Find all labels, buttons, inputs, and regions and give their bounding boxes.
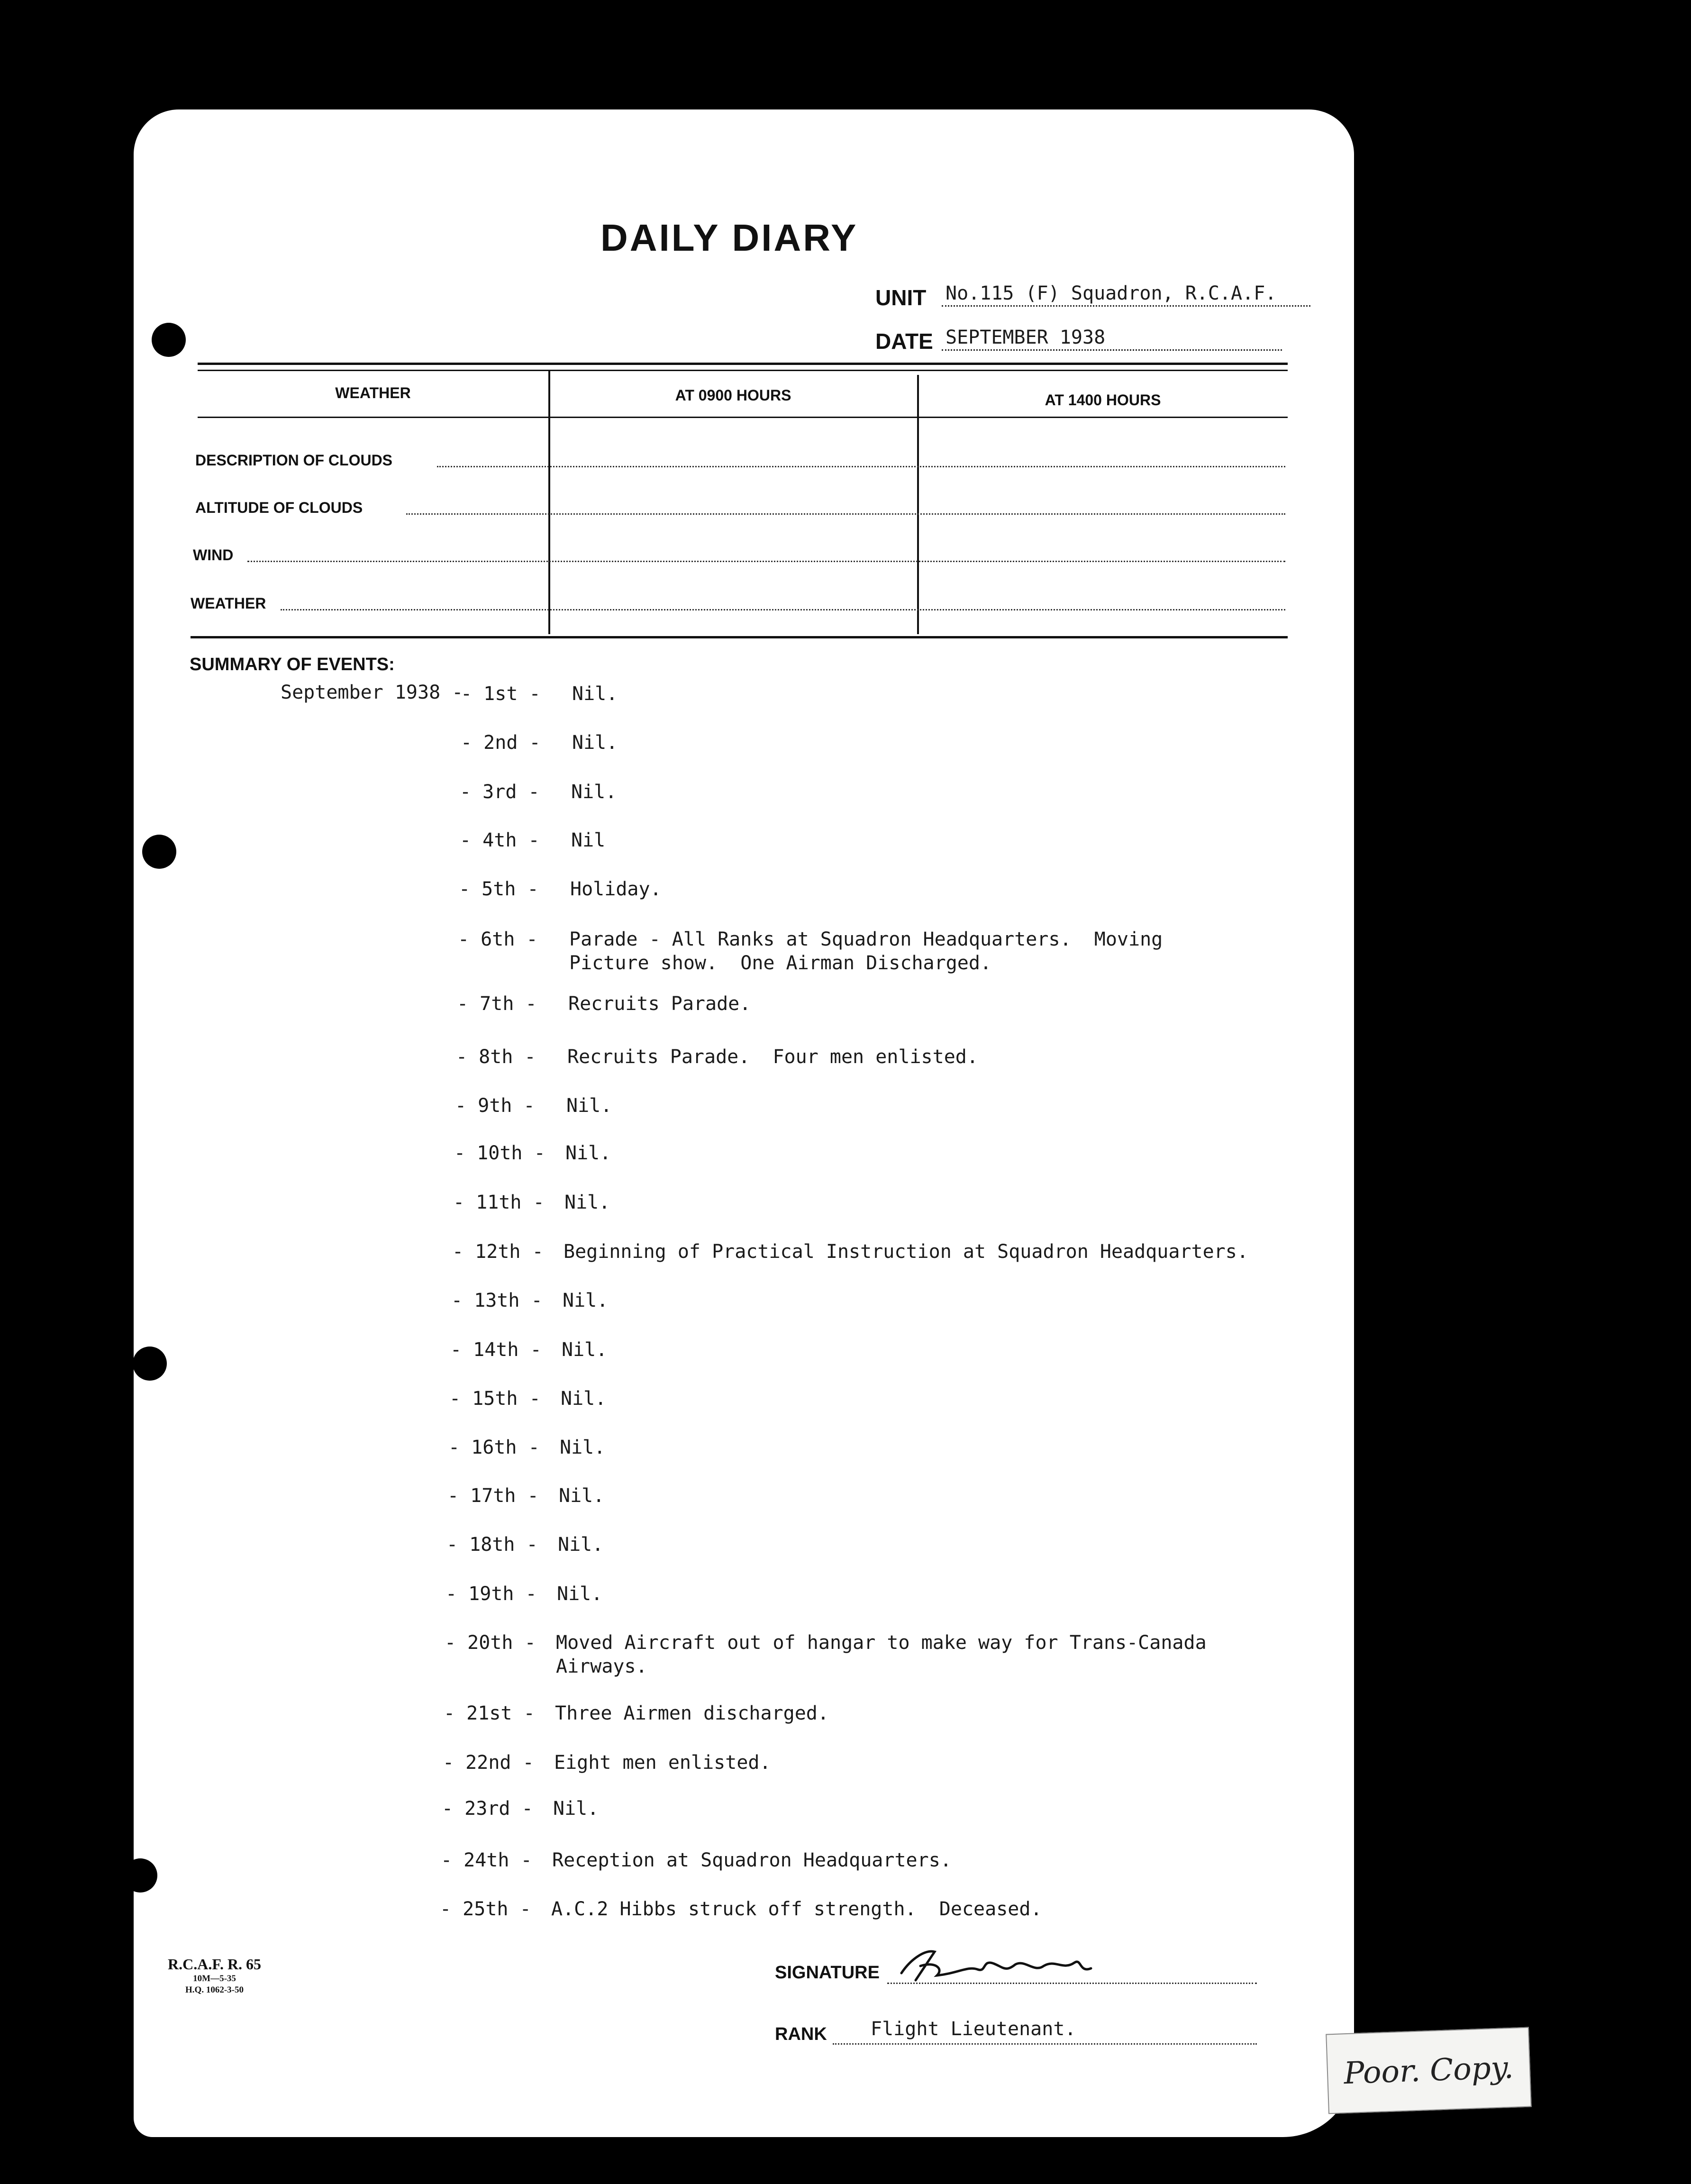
rank-value: Flight Lieutenant. — [871, 2018, 1076, 2040]
unit-label: UNIT — [875, 285, 927, 310]
binder-hole — [152, 323, 186, 357]
column-header-1400: AT 1400 HOURS — [1045, 391, 1161, 409]
event-day: - 18th - — [446, 1534, 538, 1556]
column-header-0900: AT 0900 HOURS — [675, 387, 791, 404]
event-text: Nil. — [563, 1290, 609, 1311]
binder-hole — [134, 1347, 167, 1381]
event-day: - 7th - — [457, 993, 537, 1015]
form-number-block — [168, 1956, 261, 1996]
signature-label: SIGNATURE — [775, 1963, 880, 1983]
event-day: - 14th - — [450, 1339, 542, 1361]
event-text: Recruits Parade. Four men enlisted. — [567, 1046, 978, 1068]
event-text: Recruits Parade. — [568, 993, 751, 1015]
dotted-line — [281, 609, 1285, 610]
row-label-altitude: ALTITUDE OF CLOUDS — [195, 499, 363, 516]
event-text: Nil. — [557, 1583, 603, 1605]
table-column-divider — [917, 375, 919, 634]
event-day: - 11th - — [453, 1192, 545, 1213]
date-value: SEPTEMBER 1938 — [942, 327, 1282, 351]
form-code: H.Q. 1062-3-50 — [185, 1985, 244, 1995]
event-day: - 4th - — [460, 829, 540, 851]
binder-hole — [134, 1858, 157, 1893]
event-text: Reception at Squadron Headquarters. — [552, 1849, 952, 1871]
event-day: - 10th - — [454, 1142, 545, 1164]
unit-value: No.115 (F) Squadron, R.C.A.F. — [942, 282, 1310, 307]
event-text: Parade - All Ranks at Squadron Headquarters. Moving Picture show. One Airman Discharged. — [569, 928, 1163, 974]
form-code: 10M—5-35 — [193, 1974, 236, 1984]
diary-page — [134, 109, 1354, 2137]
event-text: Nil. — [560, 1437, 606, 1458]
dotted-line — [247, 561, 1285, 562]
event-day: - 25th - — [440, 1898, 531, 1920]
row-label-weather: WEATHER — [191, 595, 266, 612]
event-day: - 1st - — [461, 683, 541, 705]
event-day: - 12th - — [452, 1241, 544, 1263]
event-text: Three Airmen discharged. — [555, 1702, 829, 1724]
event-day: - 21st - — [444, 1702, 535, 1724]
event-text: Nil — [571, 829, 606, 851]
dotted-line — [437, 466, 1285, 467]
table-top-rule — [198, 370, 1288, 371]
event-text: Nil. — [559, 1485, 605, 1507]
dotted-line — [406, 513, 1285, 515]
form-number: R.C.A.F. R. 65 — [168, 1956, 262, 1973]
binder-hole — [142, 835, 176, 869]
table-top-rule — [198, 363, 1288, 365]
rank-line — [833, 2043, 1257, 2045]
event-text: Eight men enlisted. — [554, 1752, 771, 1774]
table-bottom-rule — [191, 636, 1288, 638]
event-day: - 23rd - — [442, 1798, 533, 1820]
table-header-rule — [198, 417, 1288, 418]
date-label: DATE — [875, 329, 933, 354]
row-label-wind: WIND — [193, 546, 234, 564]
event-text: Nil. — [572, 683, 618, 705]
row-label-description: DESCRIPTION OF CLOUDS — [195, 452, 393, 469]
event-text: Nil. — [565, 1142, 611, 1164]
event-day: - 6th - — [458, 928, 538, 950]
poor-copy-note: Poor. Copy. — [1326, 2027, 1532, 2114]
event-text: A.C.2 Hibbs struck off strength. Deceased. — [551, 1898, 1042, 1920]
event-day: - 17th - — [447, 1485, 539, 1507]
event-text: Holiday. — [570, 878, 662, 900]
event-day: - 15th - — [449, 1388, 541, 1410]
event-day: - 3rd - — [460, 781, 540, 803]
event-text: Nil. — [571, 781, 617, 803]
column-header-weather: WEATHER — [335, 384, 411, 401]
event-day: - 19th - — [445, 1583, 537, 1605]
event-text: Nil. — [558, 1534, 604, 1556]
event-day: - 8th - — [456, 1046, 536, 1068]
event-day: - 24th - — [441, 1849, 532, 1871]
event-day: - 5th - — [459, 878, 539, 900]
event-day: - 16th - — [448, 1437, 540, 1458]
event-text: Nil. — [572, 732, 618, 754]
handwritten-signature — [892, 1940, 1115, 1987]
summary-month: September 1938 - — [281, 682, 464, 703]
event-day: - 20th - — [445, 1632, 536, 1654]
event-text: Nil. — [562, 1339, 608, 1361]
event-day: - 9th - — [455, 1095, 535, 1117]
event-day: - 2nd - — [461, 732, 541, 754]
event-text: Moved Aircraft out of hangar to make way for Trans-Canada Airways. — [556, 1632, 1207, 1677]
event-text: Nil. — [564, 1192, 610, 1213]
event-text: Nil. — [561, 1388, 607, 1410]
page-title: DAILY DIARY — [600, 217, 858, 259]
event-text: Nil. — [566, 1095, 612, 1117]
event-text: Beginning of Practical Instruction at Squadron Headquarters. — [564, 1241, 1248, 1263]
summary-title: SUMMARY OF EVENTS: — [190, 655, 395, 674]
event-day: - 22nd - — [443, 1752, 534, 1774]
rank-label: RANK — [775, 2024, 827, 2044]
event-text: Nil. — [553, 1798, 599, 1820]
table-column-divider — [548, 370, 550, 634]
event-day: - 13th - — [451, 1290, 543, 1311]
